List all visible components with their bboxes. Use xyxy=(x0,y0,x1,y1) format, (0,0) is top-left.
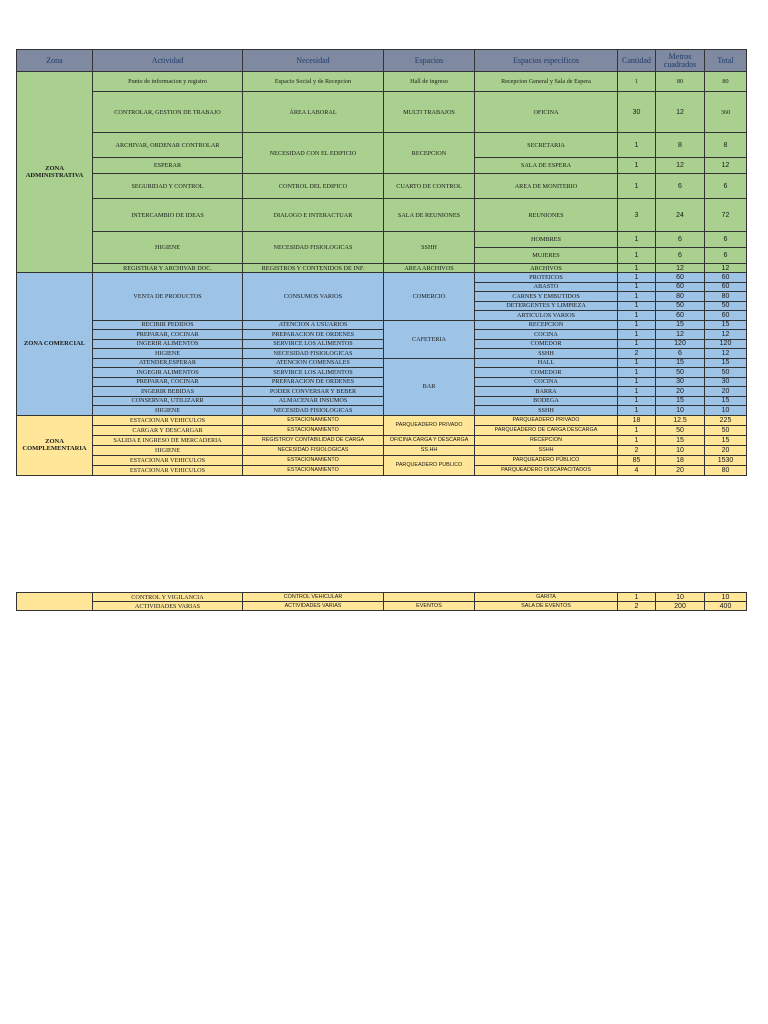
especifico-cell: BARRA xyxy=(475,387,618,397)
cantidad-cell: 1 xyxy=(618,358,656,368)
total-cell: 6 xyxy=(705,174,747,199)
table-row xyxy=(17,92,747,133)
total-cell: 60 xyxy=(705,311,747,321)
header-espacios-especificos: Espacios específicos xyxy=(475,50,618,72)
metros-cell: 10 xyxy=(656,593,705,602)
table-row xyxy=(17,406,747,416)
necesidad-cell: ESTACIONAMIENTO xyxy=(243,465,384,475)
metros-cell: 20 xyxy=(656,465,705,475)
necesidad-cell: ACTIVIDADES VARIAS xyxy=(243,602,384,611)
actividad-cell: PREPARAR, COCINAR xyxy=(93,330,243,340)
actividad-cell: CONTROLAR, GESTION DE TRABAJO xyxy=(93,92,243,133)
especifico-cell: RECEPCION xyxy=(475,435,618,445)
especifico-cell: AREA DE MONITERIO xyxy=(475,174,618,199)
total-cell: 20 xyxy=(705,387,747,397)
necesidad-cell: CONSUMOS VARIOS xyxy=(243,273,384,321)
extra-spaces-table xyxy=(16,592,747,611)
especifico-cell: ARTICULOS VARIOS xyxy=(475,311,618,321)
especifico-cell: SALA DE EVENTOS xyxy=(475,602,618,611)
actividad-cell: RECIBIR PEDIDOS xyxy=(93,320,243,330)
metros-cell: 10 xyxy=(656,406,705,416)
especifico-cell: SSHH xyxy=(475,445,618,455)
total-cell: 10 xyxy=(705,406,747,416)
especifico-cell: SALA DE ESPERA xyxy=(475,158,618,174)
header-zona: Zona xyxy=(17,50,93,72)
actividad-cell: CARGAR Y DESCARGAR xyxy=(93,425,243,435)
metros-cell: 6 xyxy=(656,174,705,199)
especifico-cell: COMEDOR xyxy=(475,339,618,349)
total-cell: 80 xyxy=(705,465,747,475)
espacio-cell: SS.HH xyxy=(384,445,475,455)
cantidad-cell: 85 xyxy=(618,455,656,465)
actividad-cell: SEGURIDAD Y CONTROL xyxy=(93,174,243,199)
espacio-cell: CUARTO DE CONTROL xyxy=(384,174,475,199)
actividad-cell: INGEGIR ALIMENTOS xyxy=(93,368,243,378)
especifico-cell: BODEGA xyxy=(475,396,618,406)
zone-cell-complementaria: ZONA COMPLEMENTARIA xyxy=(17,415,93,475)
cantidad-cell: 30 xyxy=(618,92,656,133)
total-cell: 20 xyxy=(705,445,747,455)
cantidad-cell: 4 xyxy=(618,465,656,475)
necesidad-cell: CONTROL VEHICULAR xyxy=(243,593,384,602)
actividad-cell: HIGIENE xyxy=(93,406,243,416)
metros-cell: 12 xyxy=(656,330,705,340)
table-row xyxy=(17,387,747,397)
program-table xyxy=(16,49,747,476)
espacio-cell: BAR xyxy=(384,358,475,415)
especifico-cell: COCINA xyxy=(475,330,618,340)
cantidad-cell: 2 xyxy=(618,445,656,455)
metros-cell: 10 xyxy=(656,445,705,455)
header-row xyxy=(17,50,747,72)
total-cell: 30 xyxy=(705,377,747,387)
total-cell: 120 xyxy=(705,339,747,349)
espacio-cell: EVENTOS xyxy=(384,602,475,611)
metros-cell: 50 xyxy=(656,425,705,435)
cantidad-cell: 1 xyxy=(618,593,656,602)
cantidad-cell: 1 xyxy=(618,406,656,416)
cantidad-cell: 1 xyxy=(618,368,656,378)
necesidad-cell: NECESIDAD FISIOLOGICAS xyxy=(243,349,384,359)
actividad-cell: ESTACIONAR VEHICULOS xyxy=(93,455,243,465)
cantidad-cell: 3 xyxy=(618,199,656,232)
cantidad-cell: 1 xyxy=(618,72,656,92)
table-row xyxy=(17,465,747,475)
total-cell: 80 xyxy=(705,72,747,92)
actividad-cell: ACTIVIDADES VARIAS xyxy=(93,602,243,611)
necesidad-cell: PODER CONVERSAR Y BEBER xyxy=(243,387,384,397)
necesidad-cell: ESTACIONAMIENTO xyxy=(243,455,384,465)
actividad-cell: INTERCAMBIO DE IDEAS xyxy=(93,199,243,232)
especifico-cell: PARQUEADERO PÚBLICO xyxy=(475,455,618,465)
total-cell: 15 xyxy=(705,396,747,406)
total-cell: 360 xyxy=(705,92,747,133)
total-cell: 15 xyxy=(705,435,747,445)
especifico-cell: PARQUEADERO DE CARGA DESCARGA xyxy=(475,425,618,435)
table-row xyxy=(17,264,747,273)
actividad-cell: HIGIENE xyxy=(93,349,243,359)
necesidad-cell: ATENCION COMENSALES xyxy=(243,358,384,368)
total-cell: 50 xyxy=(705,368,747,378)
table-row xyxy=(17,445,747,455)
espacio-cell: SSHH xyxy=(384,232,475,264)
espacio-cell: RECEPCION xyxy=(384,133,475,174)
metros-cell: 50 xyxy=(656,301,705,311)
metros-cell: 20 xyxy=(656,387,705,397)
table-row xyxy=(17,368,747,378)
necesidad-cell: PREPARACION DE ORDENES xyxy=(243,330,384,340)
metros-cell: 60 xyxy=(656,273,705,283)
especifico-cell: SSHH xyxy=(475,349,618,359)
especifico-cell: RECEPCION xyxy=(475,320,618,330)
cantidad-cell: 1 xyxy=(618,396,656,406)
actividad-cell: REGISTRAR Y ARCHIVAR DOC. xyxy=(93,264,243,273)
necesidad-cell: DIALOGO E INTERACTUAR xyxy=(243,199,384,232)
actividad-cell: ATENDER,ESPERAR xyxy=(93,358,243,368)
metros-cell: 80 xyxy=(656,72,705,92)
table-row xyxy=(17,174,747,199)
espacio-cell: OFICINA CARGA Y DESCARGA xyxy=(384,435,475,445)
actividad-cell: HIGIENE xyxy=(93,232,243,264)
necesidad-cell: ALMACENAR INSUMOS xyxy=(243,396,384,406)
necesidad-cell: ÁREA LABORAL xyxy=(243,92,384,133)
metros-cell: 15 xyxy=(656,358,705,368)
necesidad-cell: CONTROL DEL EDIFICO xyxy=(243,174,384,199)
table-row xyxy=(17,349,747,359)
cantidad-cell: 1 xyxy=(618,174,656,199)
especifico-cell: PROTEICOS xyxy=(475,273,618,283)
total-cell: 12 xyxy=(705,349,747,359)
especifico-cell: Recepcion General y Sala de Espera xyxy=(475,72,618,92)
necesidad-cell: REGISTROS Y CONTENIDOS DE INF. xyxy=(243,264,384,273)
total-cell: 225 xyxy=(705,415,747,425)
table-row xyxy=(17,330,747,340)
actividad-cell: ESTACIONAR VEHICULOS xyxy=(93,415,243,425)
especifico-cell: REUNIONES xyxy=(475,199,618,232)
table-row xyxy=(17,425,747,435)
necesidad-cell: Espacio Social y de Recepcion xyxy=(243,72,384,92)
cantidad-cell: 1 xyxy=(618,330,656,340)
total-cell: 15 xyxy=(705,320,747,330)
cantidad-cell: 2 xyxy=(618,349,656,359)
especifico-cell: COCINA xyxy=(475,377,618,387)
necesidad-cell: ATENCION A USUARIOS xyxy=(243,320,384,330)
metros-cell: 6 xyxy=(656,232,705,248)
actividad-cell: INGERIR BEBIDAS xyxy=(93,387,243,397)
total-cell: 50 xyxy=(705,301,747,311)
especifico-cell: OFICINA xyxy=(475,92,618,133)
header-necesidad: Necesidad xyxy=(243,50,384,72)
necesidad-cell: NECESIDAD FISIOLOGICAS xyxy=(243,406,384,416)
total-cell: 72 xyxy=(705,199,747,232)
cantidad-cell: 1 xyxy=(618,133,656,158)
especifico-cell: DETERGENTES Y LIMPIEZA xyxy=(475,301,618,311)
metros-cell: 6 xyxy=(656,349,705,359)
necesidad-cell: SERVIRCE LOS ALIMENTOS xyxy=(243,368,384,378)
necesidad-cell: NECESIDAD FISIOLOGICAS xyxy=(243,232,384,264)
total-cell: 1530 xyxy=(705,455,747,465)
metros-cell: 12 xyxy=(656,158,705,174)
metros-cell: 12.5 xyxy=(656,415,705,425)
total-cell: 15 xyxy=(705,358,747,368)
actividad-cell: CONTROL Y VIGILANCIA xyxy=(93,593,243,602)
cantidad-cell: 1 xyxy=(618,248,656,264)
total-cell: 12 xyxy=(705,264,747,273)
cantidad-cell: 1 xyxy=(618,311,656,321)
cantidad-cell: 1 xyxy=(618,301,656,311)
especifico-cell: SSHH xyxy=(475,406,618,416)
metros-cell: 12 xyxy=(656,92,705,133)
actividad-cell: ESPERAR xyxy=(93,158,243,174)
table-row xyxy=(17,593,747,602)
cantidad-cell: 1 xyxy=(618,158,656,174)
zone-cell-comercial: ZONA COMERCIAL xyxy=(17,273,93,416)
necesidad-cell: PREPARACION DE ORDENES xyxy=(243,377,384,387)
espacio-cell: PARQUEADERO PRIVADO xyxy=(384,415,475,435)
metros-cell: 24 xyxy=(656,199,705,232)
actividad-cell: HIGIENE xyxy=(93,445,243,455)
total-cell: 12 xyxy=(705,158,747,174)
total-cell: 6 xyxy=(705,248,747,264)
necesidad-cell: NECESIDAD CON EL EDIFICIO xyxy=(243,133,384,174)
table-row xyxy=(17,273,747,283)
metros-cell: 200 xyxy=(656,602,705,611)
metros-cell: 15 xyxy=(656,435,705,445)
cantidad-cell: 1 xyxy=(618,435,656,445)
especifico-cell: SECRETARIA xyxy=(475,133,618,158)
cantidad-cell: 18 xyxy=(618,415,656,425)
necesidad-cell: NECESIDAD FISIOLOGICAS xyxy=(243,445,384,455)
header-espacios: Espacios xyxy=(384,50,475,72)
espacio-cell: PARQUEADERO PUBLICO xyxy=(384,455,475,475)
actividad-cell: ESTACIONAR VEHICULOS xyxy=(93,465,243,475)
metros-cell: 6 xyxy=(656,248,705,264)
necesidad-cell: ESTACIONAMIENTO xyxy=(243,425,384,435)
metros-cell: 50 xyxy=(656,368,705,378)
table-row xyxy=(17,602,747,611)
metros-cell: 15 xyxy=(656,396,705,406)
actividad-cell: CONSERVAR, UTILIZARR xyxy=(93,396,243,406)
table-row xyxy=(17,320,747,330)
cantidad-cell: 1 xyxy=(618,232,656,248)
actividad-cell: PREPARAR, COCINAR xyxy=(93,377,243,387)
metros-cell: 80 xyxy=(656,292,705,302)
total-cell: 6 xyxy=(705,232,747,248)
especifico-cell: HALL xyxy=(475,358,618,368)
header-cantidad: Cantidad xyxy=(618,50,656,72)
actividad-cell: Punto de informacion y registro xyxy=(93,72,243,92)
total-cell: 10 xyxy=(705,593,747,602)
especifico-cell: GARITA xyxy=(475,593,618,602)
table-row xyxy=(17,232,747,248)
metros-cell: 120 xyxy=(656,339,705,349)
actividad-cell: SALIDA E INGRESO DE MERCADERIA xyxy=(93,435,243,445)
table-row xyxy=(17,377,747,387)
metros-cell: 18 xyxy=(656,455,705,465)
metros-cell: 15 xyxy=(656,320,705,330)
cantidad-cell: 1 xyxy=(618,282,656,292)
cantidad-cell: 1 xyxy=(618,320,656,330)
necesidad-cell: ESTACIONAMIENTO xyxy=(243,415,384,425)
zone-cell-empty xyxy=(17,593,93,611)
metros-cell: 60 xyxy=(656,311,705,321)
metros-cell: 8 xyxy=(656,133,705,158)
espacio-cell: SALA DE REUNIONES xyxy=(384,199,475,232)
especifico-cell: ARCHIVOS xyxy=(475,264,618,273)
cantidad-cell: 1 xyxy=(618,425,656,435)
table-row xyxy=(17,358,747,368)
necesidad-cell: REGISTROY CONTABILIDAD DE CARGA xyxy=(243,435,384,445)
cantidad-cell: 1 xyxy=(618,264,656,273)
metros-cell: 12 xyxy=(656,264,705,273)
actividad-cell: ARCHIVAR, ORDENAR CONTROLAR xyxy=(93,133,243,158)
table-row xyxy=(17,435,747,445)
necesidad-cell: SERVIRCE LOS ALIMENTOS xyxy=(243,339,384,349)
espacio-cell: Hall de ingreso xyxy=(384,72,475,92)
cantidad-cell: 1 xyxy=(618,339,656,349)
header-actividad: Actividad xyxy=(93,50,243,72)
especifico-cell: ABASTO xyxy=(475,282,618,292)
total-cell: 12 xyxy=(705,330,747,340)
cantidad-cell: 1 xyxy=(618,377,656,387)
especifico-cell: COMEDOR xyxy=(475,368,618,378)
table-row xyxy=(17,199,747,232)
cantidad-cell: 2 xyxy=(618,602,656,611)
table-row xyxy=(17,133,747,158)
total-cell: 80 xyxy=(705,292,747,302)
espacio-cell: MULTI TRABAJOS xyxy=(384,92,475,133)
table-row xyxy=(17,455,747,465)
header-total: Total xyxy=(705,50,747,72)
actividad-cell: VENTA DE PRODUCTOS xyxy=(93,273,243,321)
actividad-cell: INGERIR ALIMENTOS xyxy=(93,339,243,349)
espacio-cell xyxy=(384,593,475,602)
total-cell: 50 xyxy=(705,425,747,435)
espacio-cell: AREA ARCHIVOS xyxy=(384,264,475,273)
total-cell: 8 xyxy=(705,133,747,158)
table-row xyxy=(17,396,747,406)
total-cell: 60 xyxy=(705,282,747,292)
metros-cell: 60 xyxy=(656,282,705,292)
header-metros: Metros cuadrados xyxy=(656,50,705,72)
table-row xyxy=(17,72,747,92)
espacio-cell: COMERCIO xyxy=(384,273,475,321)
metros-cell: 30 xyxy=(656,377,705,387)
especifico-cell: MUJERES xyxy=(475,248,618,264)
especifico-cell: PARQUEADERO PRIVADO xyxy=(475,415,618,425)
especifico-cell: CARNES Y EMBUTIDOS xyxy=(475,292,618,302)
espacio-cell: CAFETERIA xyxy=(384,320,475,358)
especifico-cell: HOMBRES xyxy=(475,232,618,248)
cantidad-cell: 1 xyxy=(618,273,656,283)
zone-cell-admin: ZONA ADMINISTRATIVA xyxy=(17,72,93,273)
total-cell: 60 xyxy=(705,273,747,283)
total-cell: 400 xyxy=(705,602,747,611)
cantidad-cell: 1 xyxy=(618,387,656,397)
table-row xyxy=(17,339,747,349)
cantidad-cell: 1 xyxy=(618,292,656,302)
especifico-cell: PARQUEADERO DISCAPACITADOS xyxy=(475,465,618,475)
table-row xyxy=(17,415,747,425)
